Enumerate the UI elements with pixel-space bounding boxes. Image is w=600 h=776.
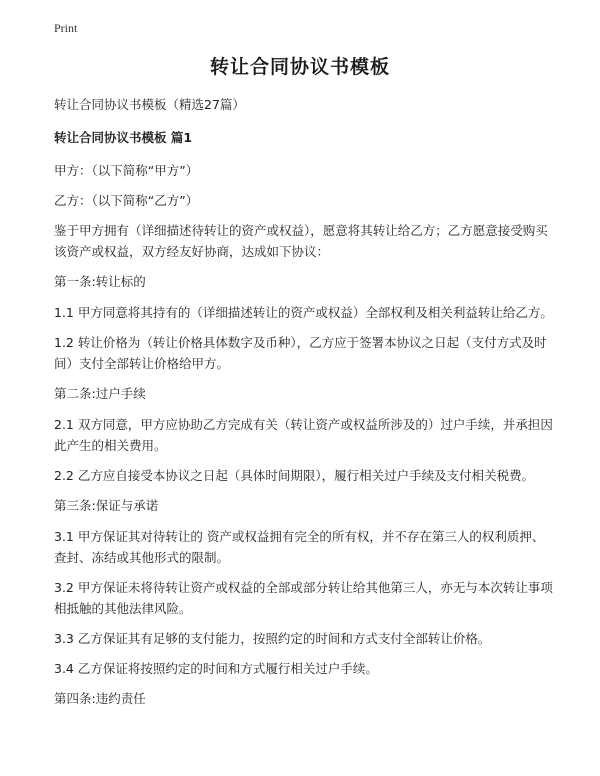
document-subtitle: 转让合同协议书模板（精选27篇） <box>54 97 245 112</box>
party-a-line: 甲方：（以下简称“甲方”） <box>54 163 199 178</box>
party-b-line: 乙方：（以下简称“乙方”） <box>54 193 199 208</box>
print-link[interactable]: Print <box>54 21 78 35</box>
clause-3-4: 3.4 乙方保证将按照约定的时间和方式履行相关过户手续。 <box>54 661 378 676</box>
clause-3-1: 3.1 甲方保证其对待转让的 资产或权益拥有完全的所有权，并不存在第三人的权利质押、查封、冻结或其他形式的限制。 <box>54 529 545 565</box>
preamble-paragraph: 鉴于甲方拥有（详细描述待转让的资产或权益），愿意将其转让给乙方；乙方愿意接受购买该资产或权益，双方经友好协商，达成如下协议： <box>54 223 548 259</box>
document-title: 转让合同协议书模板 <box>209 56 390 78</box>
document-body <box>54 94 554 719</box>
clause-3-3: 3.3 乙方保证其有足够的支付能力，按照约定的时间和方式支付全部转让价格。 <box>54 631 491 646</box>
section-heading: 转让合同协议书模板 篇1 <box>54 130 193 145</box>
clause-2-2: 2.2 乙方应自接受本协议之日起（具体时间期限），履行相关过户手续及支付相关税费。 <box>54 468 535 483</box>
article-2-heading: 第二条:过户手续 <box>54 386 146 401</box>
clause-3-2: 3.2 甲方保证未将待转让资产或权益的全部或部分转让给其他第三人，亦无与本次转让事项相抵触的其他法律风险。 <box>54 580 553 616</box>
clause-1-1: 1.1 甲方同意将其持有的（详细描述转让的资产或权益）全部权利及相关利益转让给乙方。 <box>54 305 553 320</box>
clause-1-2: 1.2 转让价格为（转让价格具体数字及币种），乙方应于签署本协议之日起（支付方式及时间）支付全部转让价格给甲方。 <box>54 335 547 371</box>
article-1-heading: 第一条:转让标的 <box>54 274 146 289</box>
article-3-heading: 第三条:保证与承诺 <box>54 498 159 513</box>
article-4-heading: 第四条:违约责任 <box>54 691 146 706</box>
clause-2-1: 2.1 双方同意，甲方应协助乙方完成有关（转让资产或权益所涉及的）过户手续，并承担因此产生的相关费用。 <box>54 417 553 453</box>
